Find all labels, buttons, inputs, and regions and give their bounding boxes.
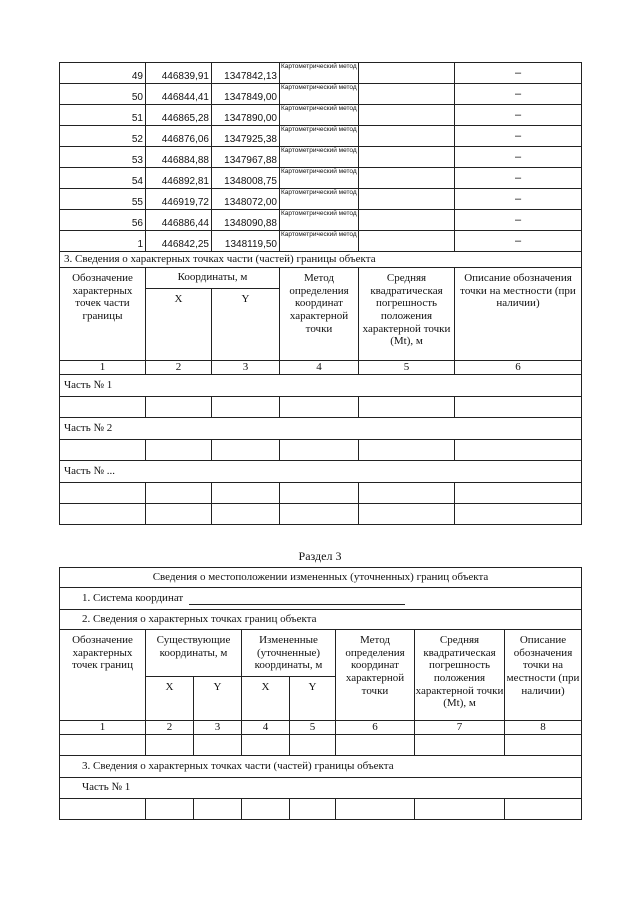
header-method: Метод определения координат характерной точки [336,630,415,721]
empty-cell [455,504,582,525]
point-error [359,147,455,168]
point-error [359,210,455,231]
header-method: Метод определения координат характерной точки [280,268,359,361]
point-x: 446842,25 [146,231,212,252]
point-row [60,63,582,84]
empty-cell [60,483,146,504]
index-cell: 1 [60,361,146,375]
point-description: – [455,84,582,105]
point-row [60,189,582,210]
header-changed-coords: Измененные (уточненные) координаты, м [242,630,336,677]
index-cell: 2 [146,361,212,375]
index-cell: 5 [359,361,455,375]
empty-cell [280,397,359,418]
empty-cell [212,397,280,418]
point-number: 55 [60,189,146,210]
point-error [359,63,455,84]
empty-cell [60,798,146,819]
part-2-label: Часть № 2 [60,418,582,440]
point-row [60,168,582,189]
index-cell: 1 [60,721,146,735]
header-changed-x: X [242,677,290,721]
empty-cell [146,504,212,525]
empty-cell [455,440,582,461]
point-x: 446876,06 [146,126,212,147]
empty-cell [146,798,194,819]
point-number: 50 [60,84,146,105]
empty-cell [60,504,146,525]
point-number: 56 [60,210,146,231]
empty-cell [242,734,290,755]
point-y: 1347849,00 [212,84,280,105]
point-x: 446886,44 [146,210,212,231]
header-description: Описание обозначения точки на местности (при наличии) [455,268,582,361]
point-number: 1 [60,231,146,252]
empty-cell [60,440,146,461]
point-y: 1347842,13 [212,63,280,84]
table-title: Сведения о местоположении измененных (уточненных) границ объекта [60,568,582,588]
point-row [60,105,582,126]
part-1-label: Часть № 1 [60,375,582,397]
empty-cell [212,440,280,461]
point-y: 1348119,50 [212,231,280,252]
index-cell: 6 [336,721,415,735]
empty-cell [146,483,212,504]
header-existing-y: Y [194,677,242,721]
section2-title: 2. Сведения о характерных точках границ объекта [60,610,582,630]
point-row [60,210,582,231]
empty-cell [290,798,336,819]
index-cell: 6 [455,361,582,375]
empty-cell [359,440,455,461]
empty-cell [212,483,280,504]
section3-title: 3. Сведения о характерных точках части (частей) границы объекта [60,252,582,268]
part-1-label: Часть № 1 [60,777,582,798]
header-x: X [146,289,212,361]
empty-cell [60,734,146,755]
empty-cell [415,798,505,819]
point-rows [60,63,582,252]
point-row [60,126,582,147]
point-method: Картометрический метод [280,168,359,189]
point-y: 1348090,88 [212,210,280,231]
point-x: 446844,41 [146,84,212,105]
index-cell: 2 [146,721,194,735]
header-coordinates: Координаты, м [146,268,280,289]
empty-cell [336,798,415,819]
point-error [359,189,455,210]
point-number: 54 [60,168,146,189]
empty-cell [336,734,415,755]
empty-cell [280,504,359,525]
empty-cell [359,483,455,504]
index-cell: 3 [212,361,280,375]
index-cell: 4 [242,721,290,735]
empty-cell [194,734,242,755]
empty-cell [415,734,505,755]
empty-cell [194,798,242,819]
header-changed-y: Y [290,677,336,721]
empty-cell [455,483,582,504]
point-row [60,231,582,252]
empty-cell [146,397,212,418]
section3-title: 3. Сведения о характерных точках части (частей) границы объекта [60,755,582,777]
point-error [359,168,455,189]
empty-cell [60,397,146,418]
point-method: Картометрический метод [280,231,359,252]
point-description: – [455,189,582,210]
point-y: 1348072,00 [212,189,280,210]
point-x: 446865,28 [146,105,212,126]
empty-cell [242,798,290,819]
point-y: 1347890,00 [212,105,280,126]
point-method: Картометрический метод [280,84,359,105]
point-description: – [455,126,582,147]
changed-boundaries-table [59,567,582,820]
empty-cell [280,483,359,504]
empty-cell [290,734,336,755]
empty-cell [146,440,212,461]
point-error [359,231,455,252]
empty-cell [505,734,582,755]
point-error [359,105,455,126]
section-heading: Раздел 3 [298,549,342,563]
coordinates-table [59,62,582,525]
empty-cell [146,734,194,755]
point-number: 53 [60,147,146,168]
point-y: 1348008,75 [212,168,280,189]
header-existing-x: X [146,677,194,721]
coord-system-blank [189,593,405,605]
index-cell: 7 [415,721,505,735]
point-error [359,126,455,147]
point-method: Картометрический метод [280,63,359,84]
point-method: Картометрический метод [280,126,359,147]
point-y: 1347967,88 [212,147,280,168]
empty-cell [212,504,280,525]
point-x: 446919,72 [146,189,212,210]
index-cell: 3 [194,721,242,735]
header-designation: Обозначение характерных точек границ [60,630,146,721]
coord-system-row [60,588,582,610]
point-x: 446892,81 [146,168,212,189]
empty-cell [280,440,359,461]
index-cell: 4 [280,361,359,375]
point-description: – [455,231,582,252]
point-method: Картометрический метод [280,189,359,210]
point-number: 49 [60,63,146,84]
point-number: 51 [60,105,146,126]
index-cell: 8 [505,721,582,735]
coord-system-label: 1. Система координат [82,592,184,605]
point-row [60,84,582,105]
point-method: Картометрический метод [280,147,359,168]
empty-cell [455,397,582,418]
point-x: 446839,91 [146,63,212,84]
header-error: Средняя квадратическая погрешность положения характерной точки (Mt), м [359,268,455,361]
point-description: – [455,147,582,168]
index-cell: 5 [290,721,336,735]
point-description: – [455,105,582,126]
point-method: Картометрический метод [280,210,359,231]
empty-cell [505,798,582,819]
point-number: 52 [60,126,146,147]
part-n-label: Часть № ... [60,461,582,483]
header-error: Средняя квадратическая погрешность положения характерной точки (Mt), м [415,630,505,721]
empty-cell [359,504,455,525]
point-error [359,84,455,105]
header-description: Описание обозначения точки на местности (при наличии) [505,630,582,721]
header-designation: Обозначение характерных точек части границы [60,268,146,361]
point-method: Картометрический метод [280,105,359,126]
point-row [60,147,582,168]
point-y: 1347925,38 [212,126,280,147]
empty-cell [359,397,455,418]
point-x: 446884,88 [146,147,212,168]
point-description: – [455,168,582,189]
point-description: – [455,210,582,231]
header-y: Y [212,289,280,361]
point-description: – [455,63,582,84]
header-existing-coords: Существующие координаты, м [146,630,242,677]
